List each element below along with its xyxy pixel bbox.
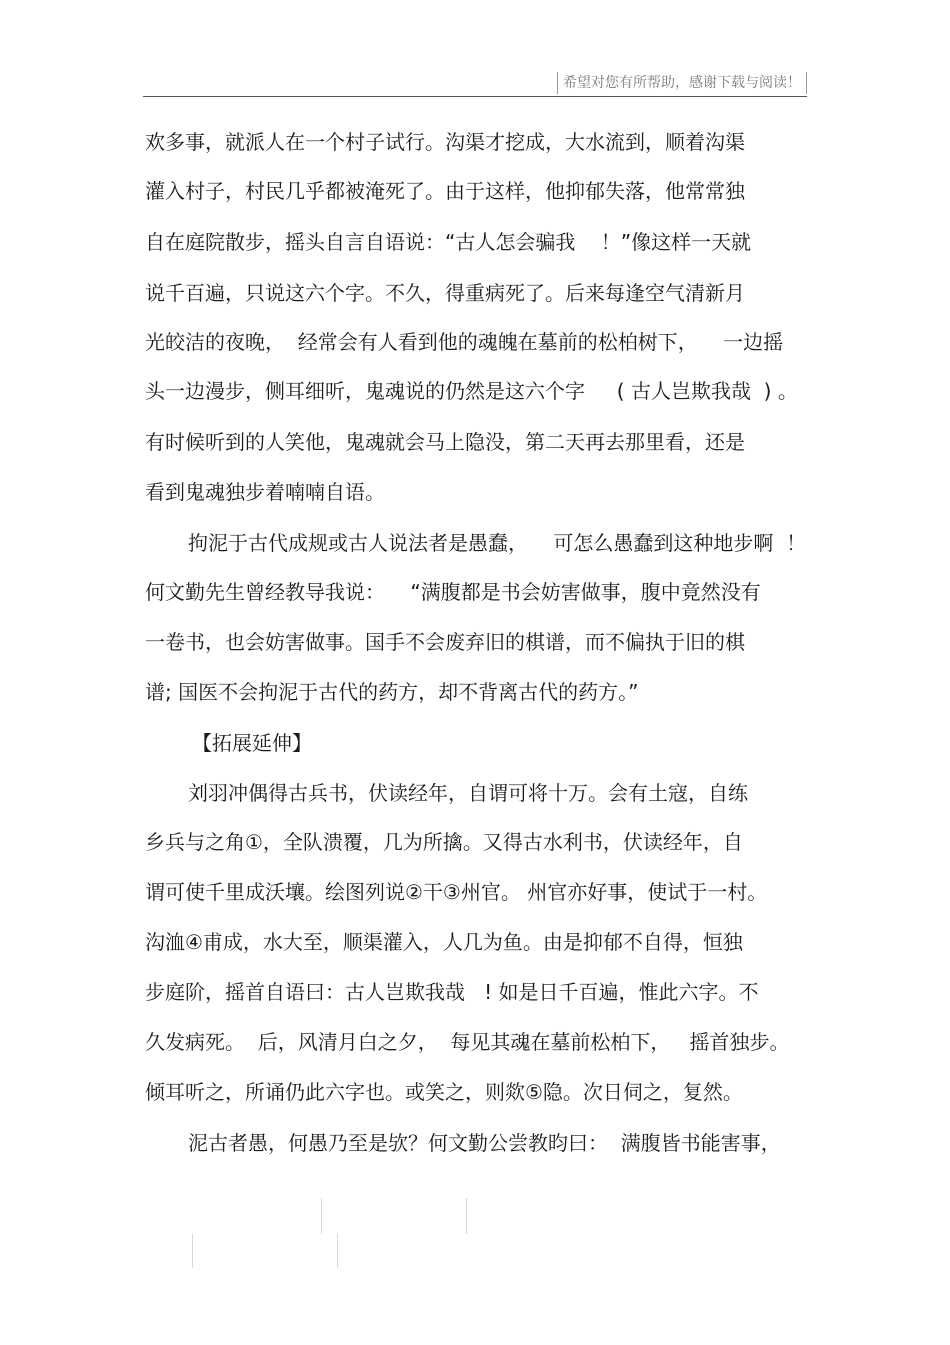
- text-line: 谓可使千里成沃壤。绘图列说②干③州官。 州官亦好事，使试于一村。: [145, 880, 768, 904]
- text-line: 谱; 国医不会拘泥于古代的药方，却不背离古代的药方。”: [145, 680, 639, 704]
- text-line: 有时候听到的人笑他，鬼魂就会马上隐没，第二天再去那里看，还是: [145, 430, 745, 454]
- text-line: 欢多事，就派人在一个村子试行。沟渠才挖成，大水流到，顺着沟渠: [145, 130, 745, 154]
- text-line: 沟洫④甫成，水大至，顺渠灌入，人几为鱼。由是抑郁不自得，恒独: [145, 930, 743, 954]
- text-line: 说千百遍，只说这六个字。不久，得重病死了。后来每逢空气清新月: [145, 281, 745, 305]
- faint-rule: [321, 1198, 322, 1234]
- text-line: 久发病死。 后，风清月白之夕， 每见其魂在墓前松柏下， 摇首独步。: [145, 1030, 790, 1054]
- text-line: 泥古者愚，何愚乃至是欤？何文勤公尝教昀曰： 满腹皆书能害事，: [188, 1131, 781, 1155]
- text-line: 步庭阶，摇首自语曰：古人岂欺我哉 ! 如是日千百遍，惟此六字。不: [145, 980, 759, 1004]
- text-line: 何文勤先生曾经教导我说： “满腹都是书会妨害做事，腹中竟然没有: [145, 580, 761, 604]
- text-line: 看到鬼魂独步着喃喃自语。: [145, 480, 385, 504]
- faint-rule: [466, 1198, 467, 1234]
- faint-rule: [337, 1234, 338, 1268]
- header-note: 希望对您有所帮助，感谢下载与阅读！: [557, 72, 807, 94]
- text-line: 自在庭院散步，摇头自言自语说：“古人怎会骗我 ！”像这样一天就: [145, 230, 752, 254]
- text-line: 头一边漫步，侧耳细听，鬼魂说的仍然是这六个字 ( 古人岂欺我哉 ) 。: [145, 379, 798, 403]
- text-line: 一卷书，也会妨害做事。国手不会废弃旧的棋谱，而不偏执于旧的棋: [145, 630, 745, 654]
- text-line: 乡兵与之角①，全队溃覆，几为所擒。又得古水利书，伏读经年，自: [145, 830, 743, 854]
- header-rule: [143, 96, 807, 97]
- text-line: 拘泥于古代成规或古人说法者是愚蠢， 可怎么愚蠢到这种地步啊 ！: [188, 531, 807, 555]
- text-line: 灌入村子，村民几乎都被淹死了。由于这样，他抑郁失落，他常常独: [145, 179, 745, 203]
- section-heading: 【拓展延伸】: [192, 731, 312, 755]
- text-line: 倾耳听之，所诵仍此六字也。或笑之，则欻⑤隐。次日伺之，复然。: [145, 1080, 743, 1104]
- faint-rule: [192, 1234, 193, 1268]
- text-line: 光皎洁的夜晚， 经常会有人看到他的魂魄在墓前的松柏树下， 一边摇: [145, 330, 784, 354]
- text-line: 刘羽冲偶得古兵书，伏读经年，自谓可将十万。会有土寇，自练: [188, 781, 748, 805]
